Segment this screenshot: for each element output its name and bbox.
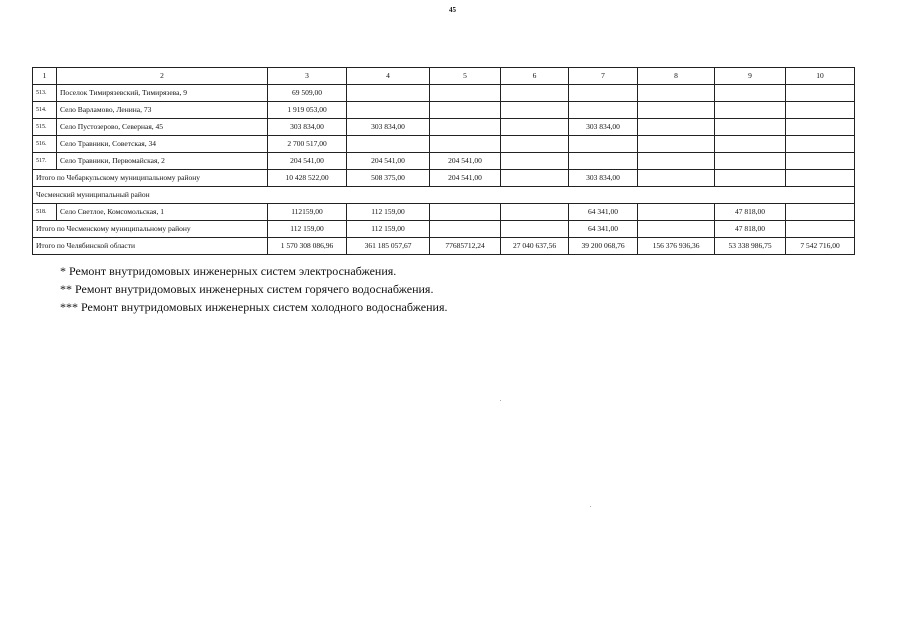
amount-cell <box>501 102 569 119</box>
amount-cell: 112 159,00 <box>268 221 347 238</box>
scan-speck <box>590 506 591 507</box>
table-row <box>33 85 855 102</box>
total-row <box>33 221 855 238</box>
amount-cell <box>347 85 430 102</box>
scan-speck <box>500 400 501 401</box>
amount-cell <box>786 102 855 119</box>
amount-cell <box>638 221 715 238</box>
amount-cell <box>715 85 786 102</box>
amount-cell <box>430 221 501 238</box>
amount-cell: 1 570 308 086,96 <box>268 238 347 255</box>
amount-cell <box>569 153 638 170</box>
footnotes <box>60 262 448 316</box>
total-row <box>33 170 855 187</box>
amount-cell <box>430 119 501 136</box>
amount-cell <box>786 153 855 170</box>
total-label: Итого по Чесменскому муниципальному району <box>33 221 268 238</box>
amount-cell <box>715 102 786 119</box>
amount-cell <box>501 204 569 221</box>
address-cell: Село Светлое, Комсомольская, 1 <box>57 204 268 221</box>
amount-cell: 204 541,00 <box>347 153 430 170</box>
amount-cell <box>501 221 569 238</box>
amount-cell <box>430 204 501 221</box>
header-cell: 10 <box>786 68 855 85</box>
amount-cell: 303 834,00 <box>569 119 638 136</box>
amount-cell <box>569 136 638 153</box>
amount-cell <box>715 136 786 153</box>
amount-cell: 7 542 716,00 <box>786 238 855 255</box>
section-title: Чесменский муниципальный район <box>33 187 855 204</box>
amount-cell: 112 159,00 <box>347 204 430 221</box>
amount-cell <box>715 119 786 136</box>
header-cell: 6 <box>501 68 569 85</box>
amount-cell <box>715 170 786 187</box>
amount-cell <box>715 153 786 170</box>
amount-cell <box>569 85 638 102</box>
amount-cell <box>501 170 569 187</box>
amount-cell: 64 341,00 <box>569 221 638 238</box>
header-cell: 9 <box>715 68 786 85</box>
amount-cell: 508 375,00 <box>347 170 430 187</box>
amount-cell <box>786 136 855 153</box>
address-cell: Село Травники, Советская, 34 <box>57 136 268 153</box>
amount-cell <box>347 136 430 153</box>
amount-cell: 77685712,24 <box>430 238 501 255</box>
amount-cell <box>638 136 715 153</box>
amount-cell <box>638 153 715 170</box>
amount-cell <box>638 102 715 119</box>
row-number: 515. <box>33 119 57 136</box>
amount-cell <box>569 102 638 119</box>
row-number: 514. <box>33 102 57 119</box>
amount-cell: 1 919 053,00 <box>268 102 347 119</box>
header-cell: 1 <box>33 68 57 85</box>
amount-cell <box>638 170 715 187</box>
address-cell: Село Пустозерово, Северная, 45 <box>57 119 268 136</box>
amount-cell: 69 509,00 <box>268 85 347 102</box>
amount-cell: 204 541,00 <box>268 153 347 170</box>
amount-cell <box>786 204 855 221</box>
row-number: 516. <box>33 136 57 153</box>
row-number: 517. <box>33 153 57 170</box>
amount-cell <box>786 170 855 187</box>
amount-cell: 303 834,00 <box>347 119 430 136</box>
amount-cell <box>430 85 501 102</box>
table-row <box>33 153 855 170</box>
amount-cell: 47 818,00 <box>715 204 786 221</box>
table-row <box>33 119 855 136</box>
table-row <box>33 136 855 153</box>
amount-cell: 39 200 068,76 <box>569 238 638 255</box>
header-cell: 8 <box>638 68 715 85</box>
budget-table <box>32 67 855 255</box>
total-label: Итого по Челябинской области <box>33 238 268 255</box>
amount-cell <box>501 153 569 170</box>
header-cell: 5 <box>430 68 501 85</box>
amount-cell <box>638 204 715 221</box>
amount-cell <box>638 119 715 136</box>
total-row <box>33 238 855 255</box>
amount-cell: 53 338 986,75 <box>715 238 786 255</box>
address-cell: Поселок Тимирязевский, Тимирязева, 9 <box>57 85 268 102</box>
amount-cell: 361 185 057,67 <box>347 238 430 255</box>
footnote: ** Ремонт внутридомовых инженерных систем горячего водоснабжения. <box>60 282 434 296</box>
amount-cell: 156 376 936,36 <box>638 238 715 255</box>
amount-cell <box>638 85 715 102</box>
amount-cell: 303 834,00 <box>268 119 347 136</box>
amount-cell: 112 159,00 <box>347 221 430 238</box>
header-cell: 2 <box>57 68 268 85</box>
footnote: * Ремонт внутридомовых инженерных систем электроснабжения. <box>60 264 397 278</box>
amount-cell <box>430 102 501 119</box>
amount-cell <box>430 136 501 153</box>
page-number: 45 <box>449 6 456 14</box>
row-number: 513. <box>33 85 57 102</box>
amount-cell: 204 541,00 <box>430 170 501 187</box>
amount-cell <box>501 119 569 136</box>
amount-cell <box>786 221 855 238</box>
amount-cell <box>347 102 430 119</box>
amount-cell: 112159,00 <box>268 204 347 221</box>
table-body <box>33 68 855 255</box>
header-cell: 7 <box>569 68 638 85</box>
table-row <box>33 204 855 221</box>
amount-cell <box>786 119 855 136</box>
amount-cell: 303 834,00 <box>569 170 638 187</box>
amount-cell: 64 341,00 <box>569 204 638 221</box>
table-row <box>33 102 855 119</box>
header-row <box>33 68 855 85</box>
amount-cell: 204 541,00 <box>430 153 501 170</box>
section-row <box>33 187 855 204</box>
footnote: *** Ремонт внутридомовых инженерных систем холодного водоснабжения. <box>60 300 448 314</box>
amount-cell: 10 428 522,00 <box>268 170 347 187</box>
amount-cell: 27 040 637,56 <box>501 238 569 255</box>
amount-cell <box>501 136 569 153</box>
total-label: Итого по Чебаркульскому муниципальному району <box>33 170 268 187</box>
header-cell: 4 <box>347 68 430 85</box>
row-number: 518. <box>33 204 57 221</box>
amount-cell: 2 700 517,00 <box>268 136 347 153</box>
amount-cell <box>786 85 855 102</box>
address-cell: Село Варламово, Ленина, 73 <box>57 102 268 119</box>
address-cell: Село Травники, Первомайская, 2 <box>57 153 268 170</box>
amount-cell <box>501 85 569 102</box>
header-cell: 3 <box>268 68 347 85</box>
amount-cell: 47 818,00 <box>715 221 786 238</box>
